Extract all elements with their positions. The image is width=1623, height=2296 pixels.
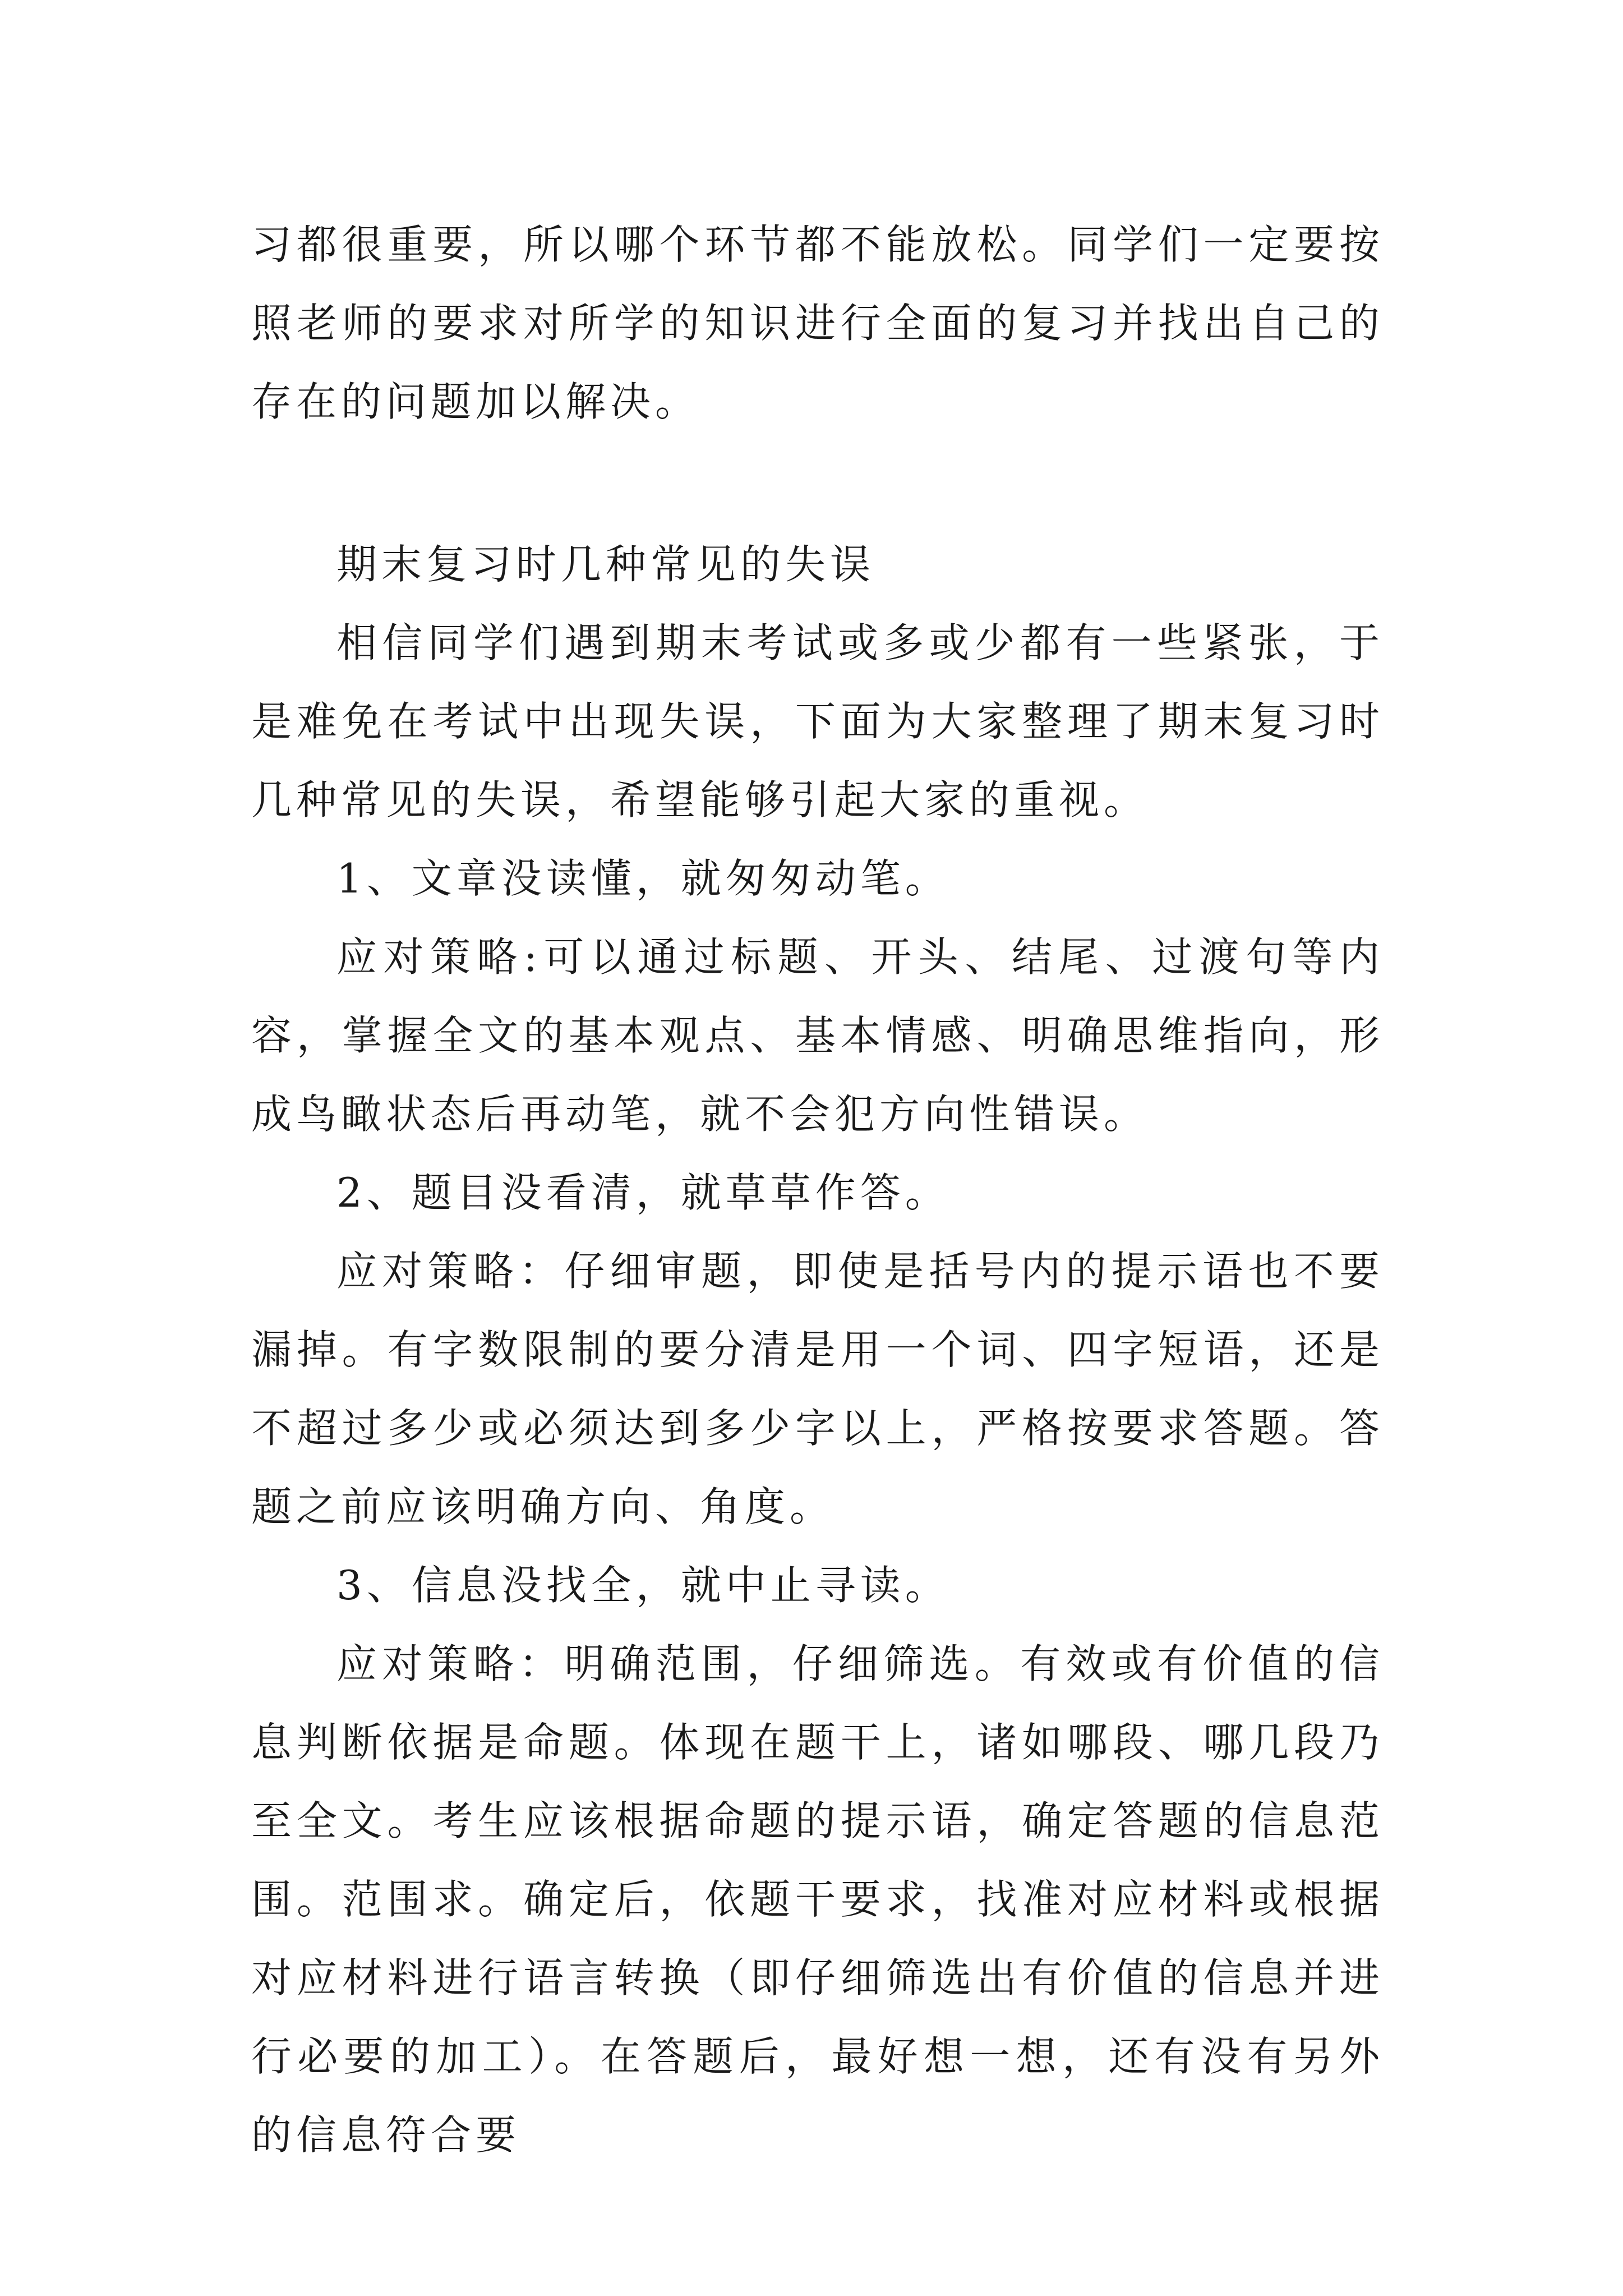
item-3-strategy: 应对策略：明确范围，仔细筛选。有效或有价值的信息判断依据是命题。体现在题干上，诸如哪段、哪几段乃至全文。考生应该根据命题的提示语，确定答题的信息范围。范围求。确定后，依题干要求，找准对应材料或根据对应材料进行语言转换（即仔细筛选出有价值的信息并进行必要的加工）。在答题后，最好想一想，还有没有另外的信息符合要 <box>251 1640 1384 2159</box>
item-3-title: 3、信息没找全，就中止寻读。 <box>336 1562 950 1609</box>
section-heading: 期末复习时几种常见的失误 <box>336 541 875 588</box>
item-1-title: 1、文章没读懂，就匆匆动笔。 <box>336 855 950 902</box>
paragraph-gap <box>251 441 1384 525</box>
item-2-strategy: 应对策略：仔细审题，即使是括号内的提示语也不要漏掉。有字数限制的要分清是用一个词、四字短语，还是不超过多少或必须达到多少字以上，严格按要求答题。答题之前应该明确方向、角度。 <box>251 1248 1384 1530</box>
paragraph-intro: 相信同学们遇到期末考试或多或少都有一些紧张，于是难免在考试中出现失误，下面为大家整理了期末复习时几种常见的失误，希望能够引起大家的重视。 <box>251 619 1384 823</box>
document-body <box>251 205 1384 2174</box>
paragraph-continuation: 习都很重要，所以哪个环节都不能放松。同学们一定要按照老师的要求对所学的知识进行全面的复习并找出自己的存在的问题加以解决。 <box>251 221 1384 425</box>
item-2-title: 2、题目没看清，就草草作答。 <box>336 1169 950 1216</box>
item-1-strategy: 应对策略:可以通过标题、开头、结尾、过渡句等内容，掌握全文的基本观点、基本情感、明确思维指向，形成鸟瞰状态后再动笔，就不会犯方向性错误。 <box>251 933 1384 1138</box>
